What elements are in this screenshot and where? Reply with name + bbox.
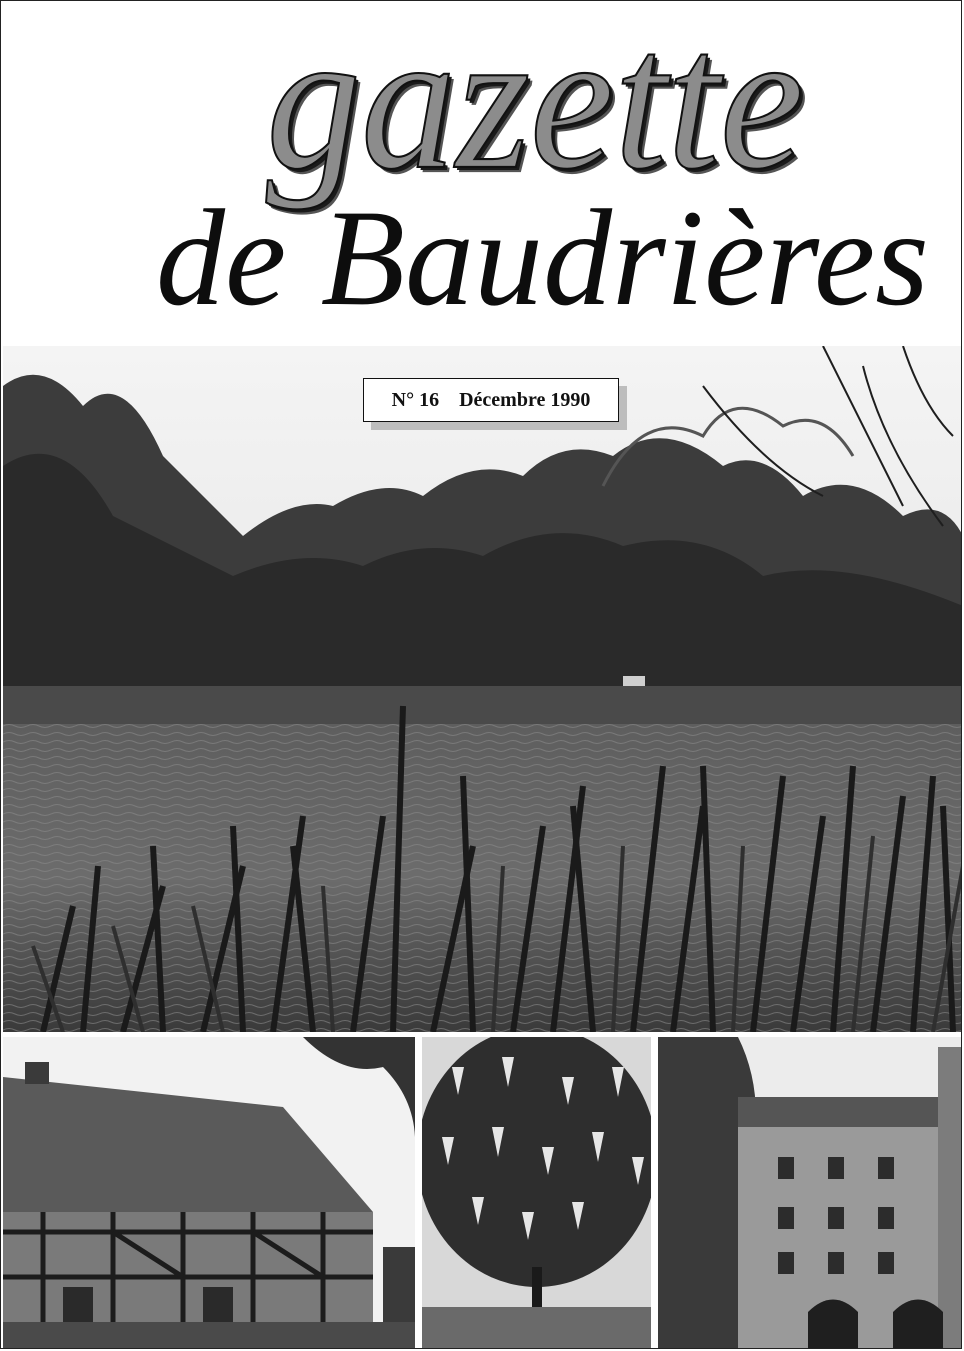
issue-box [363, 378, 619, 422]
photo-chestnut-tree [422, 1037, 651, 1349]
title-gazette: gazette [266, 0, 805, 211]
photo-stone-mill [658, 1037, 962, 1349]
cover-photo-pond [3, 346, 962, 1032]
photo-half-timbered-farm [3, 1037, 415, 1349]
issue-number: N° 16 [391, 388, 440, 411]
title-de-baudrieres: de Baudrières [156, 181, 929, 334]
issue-date: Décembre 1990 [459, 388, 591, 411]
